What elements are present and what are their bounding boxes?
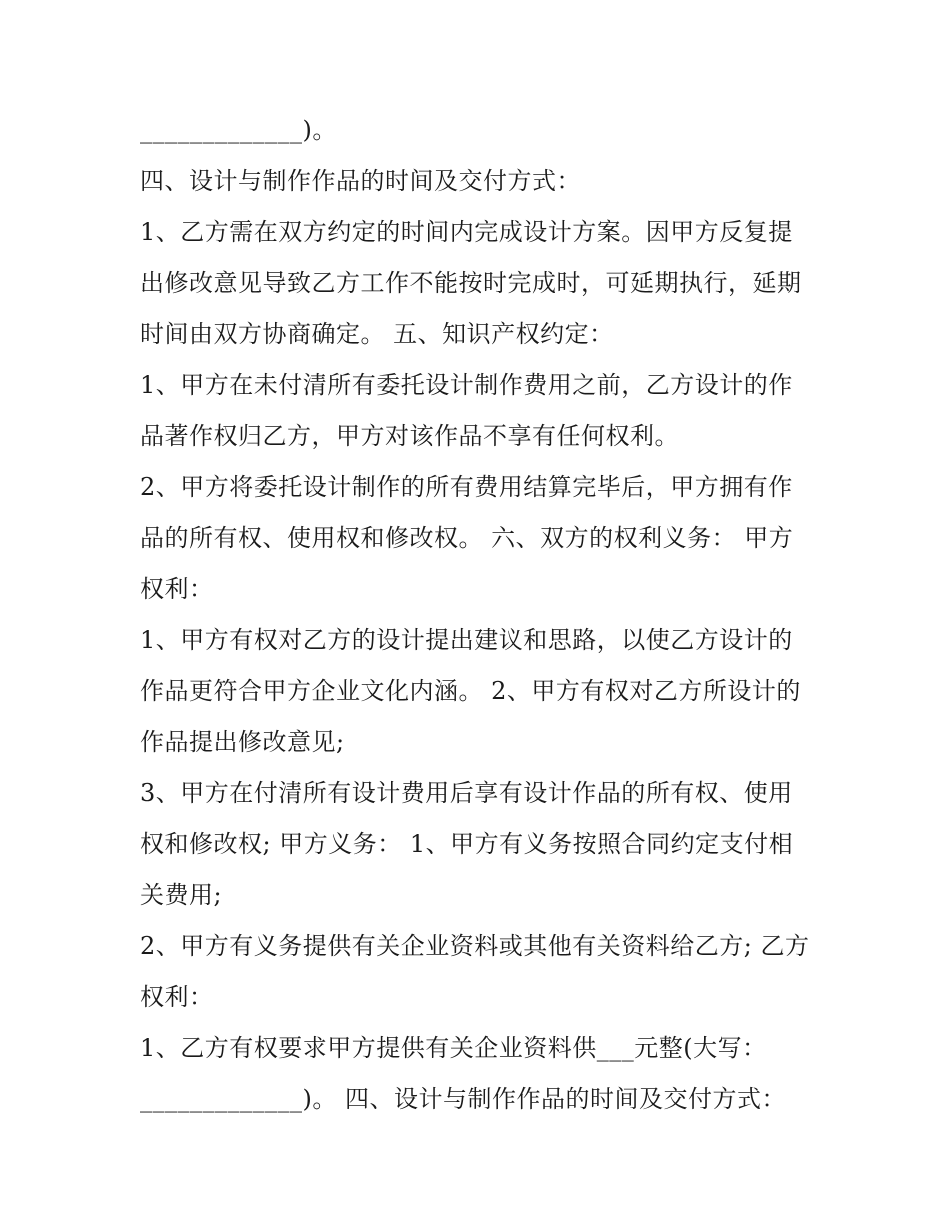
text-line: 作品更符合甲方企业文化内涵。 2、甲方有权对乙方所设计的	[140, 677, 801, 705]
text-line: _____________)。	[140, 116, 337, 144]
text-line: 权利：	[140, 983, 214, 1011]
text-line: _____________)。 四、设计与制作作品的时间及交付方式：	[140, 1085, 786, 1113]
text-line: 1、甲方有权对乙方的设计提出建议和思路，以使乙方设计的	[140, 626, 793, 654]
section-heading: 四、设计与制作作品的时间及交付方式：	[140, 167, 581, 195]
text-line: 关费用;	[140, 881, 223, 909]
text-line: 时间由双方协商确定。 五、知识产权约定：	[140, 320, 614, 348]
text-line: 1、乙方需在双方约定的时间内完成设计方案。因甲方反复提	[140, 218, 793, 246]
text-line: 作品提出修改意见;	[140, 728, 345, 756]
text-line: 1、甲方在未付清所有委托设计制作费用之前，乙方设计的作	[140, 371, 793, 399]
text-line: 1、乙方有权要求甲方提供有关企业资料供___元整(大写：	[140, 1034, 767, 1062]
text-line: 品著作权归乙方，甲方对该作品不享有任何权利。	[140, 422, 679, 450]
text-line: 3、甲方在付清所有设计费用后享有设计作品的所有权、使用	[140, 779, 793, 807]
text-line: 权利：	[140, 575, 214, 603]
document-body	[140, 105, 820, 1125]
text-line: 2、甲方将委托设计制作的所有费用结算完毕后，甲方拥有作	[140, 473, 793, 501]
text-line: 出修改意见导致乙方工作不能按时完成时，可延期执行，延期	[140, 269, 802, 297]
text-line: 权和修改权; 甲方义务： 1、甲方有义务按照合同约定支付相	[140, 830, 794, 858]
text-line: 品的所有权、使用权和修改权。 六、双方的权利义务： 甲方	[140, 524, 794, 552]
text-line: 2、甲方有义务提供有关企业资料或其他有关资料给乙方; 乙方	[140, 932, 810, 960]
